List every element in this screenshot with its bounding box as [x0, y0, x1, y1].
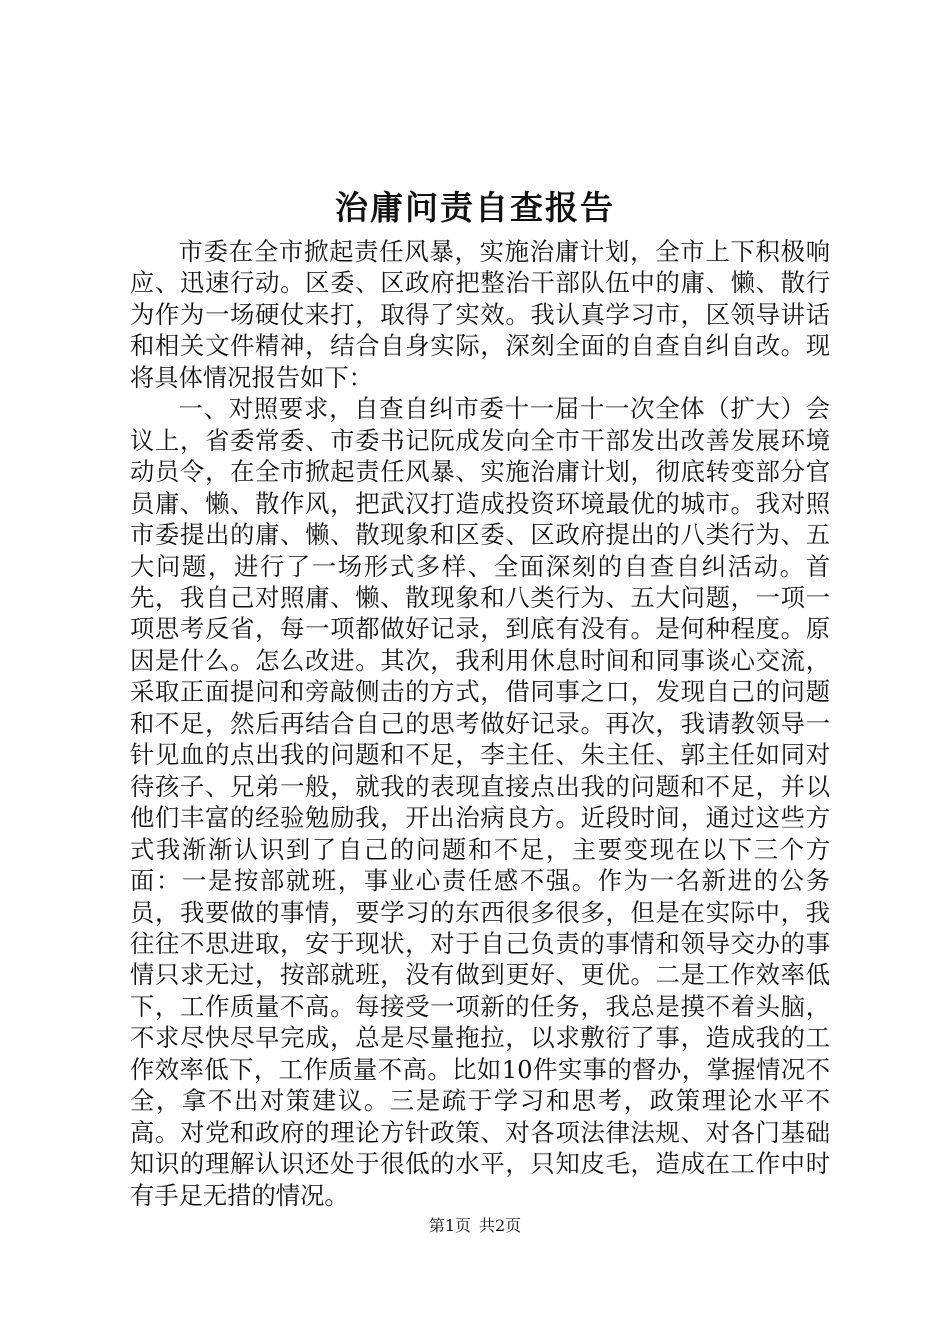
document-body: [130, 236, 830, 1211]
page-number: 第1页: [428, 1216, 471, 1235]
intro-paragraph: 市委在全市掀起责任风暴，实施治庸计划，全市上下积极响应、迅速行动。区委、区政府把整治干部队伍中的庸、懒、散行为作为一场硬仗来打，取得了实效。我认真学习市，区领导讲话和相关文件精神，结合自身实际，深刻全面的自查自纠自改。现将具体情况报告如下：: [130, 237, 830, 392]
section-one-paragraph: 一、对照要求，自查自纠市委十一届十一次全体（扩大）会议上，省委常委、市委书记阮成发向全市干部发出改善发展环境动员令，在全市掀起责任风暴、实施治庸计划，彻底转变部分官员庸、懒、散作风，把武汉打造成投资环境最优的城市。我对照市委提出的庸、懒、散现象和区委、区政府提出的八类行为、五大问题，进行了一场形式多样、全面深刻的自查自纠活动。首先，我自己对照庸、懒、散现象和八类行为、五大问题，一项一项思考反省，每一项都做好记录，到底有没有。是何种程度。原因是什么。怎么改进。其次，我利用休息时间和同事谈心交流，采取正面提问和旁敲侧击的方式，借同事之口，发现自己的问题和不足，然后再结合自己的思考做好记录。再次，我请教领导一针见血的点出我的问题和不足，李主任、朱主任、郭主任如同对待孩子、兄弟一般，就我的表现直接点出我的问题和不足，并以他们丰富的经验勉励我，开出治病良方。近段时间，通过这些方式我渐渐认识到了自己的问题和不足，主要变现在以下三个方面：一是按部就班，事业心责任感不强。作为一名新进的公务员，我要做的事情，要学习的东西很多很多，但是在实际中，我往往不思进取，安于现状，对于自己负责的事情和领导交办的事情只求无过，按部就班，没有做到更好、更优。二是工作效率低下，工作质量不高。每接受一项新的任务，我总是摸不着头脑，不求尽快尽早完成，总是尽量拖拉，以求敷衍了事，造成我的工作效率低下，工作质量不高。比如10件实事的督办，掌握情况不全，拿不出对策建议。三是疏于学习和思考，政策理论水平不高。对党和政府的理论方针政策、对各项法律法规、对各门基础知识的理解认识还处于很低的水平，只知皮毛，造成在工作中时有手足无措的情况。: [130, 394, 830, 1210]
page-footer: [0, 1216, 950, 1236]
page-total: 共2页: [479, 1216, 522, 1235]
document-title: 治庸问责自查报告: [335, 188, 615, 227]
